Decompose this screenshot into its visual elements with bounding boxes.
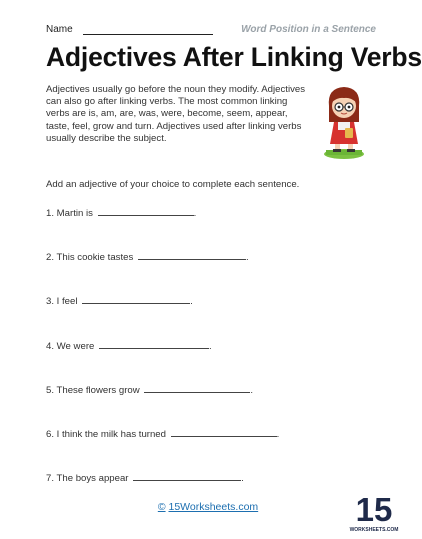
sentence-text: 2. This cookie tastes	[46, 252, 134, 263]
logo-number: 15	[355, 491, 393, 528]
sentence-text: 5. These flowers grow	[46, 385, 140, 396]
sentence-end: .	[190, 296, 193, 307]
sentence-text: 4. We were	[46, 341, 95, 352]
sentence-end: .	[250, 385, 254, 396]
sentence-end: .	[276, 429, 280, 440]
sentence-end: .	[241, 473, 244, 484]
answer-blank[interactable]	[98, 207, 194, 216]
name-row	[46, 24, 376, 38]
name-blank[interactable]	[83, 34, 213, 35]
name-label: Name	[46, 24, 73, 35]
sentence-item	[46, 207, 196, 219]
worksheet-subtitle: Word Position in a Sentence	[241, 24, 376, 35]
sentence-item	[46, 340, 212, 352]
logo-caption: WORKSHEETS.COM	[349, 527, 399, 533]
sentence-item	[46, 384, 253, 396]
copyright-symbol: ©	[157, 501, 166, 513]
sentence-text: 6. I think the milk has turned	[46, 429, 166, 440]
sentence-text: 3. I feel	[46, 296, 78, 307]
answer-blank[interactable]	[82, 295, 190, 304]
15worksheets-logo-icon	[349, 489, 399, 535]
sentence-end: .	[209, 341, 212, 352]
sentence-item	[46, 428, 279, 440]
sentence-end: .	[245, 252, 249, 263]
answer-blank[interactable]	[171, 428, 277, 437]
sentence-item	[46, 295, 193, 307]
worksheet-title: Adjectives After Linking Verbs	[46, 42, 422, 72]
instruction-text: Add an adjective of your choice to complete each sentence.	[46, 179, 300, 190]
sentence-text: 1. Martin is	[46, 208, 93, 219]
sentence-item	[46, 251, 249, 263]
sentence-text: 7. The boys appear	[46, 473, 129, 484]
intro-paragraph: Adjectives usually go before the noun they modify. Adjectives can also go after linking verbs. The most common linking verbs are is, am, are, was, were, become, seem, appear, taste, feel, grow and turn. Adjectives used after linking verbs usually describe the subject.	[46, 84, 306, 144]
answer-blank[interactable]	[144, 384, 250, 393]
answer-blank[interactable]	[99, 340, 209, 349]
girl-illustration-icon	[316, 82, 372, 160]
sentence-end: .	[193, 208, 197, 219]
answer-blank[interactable]	[133, 472, 241, 481]
sentence-item	[46, 472, 244, 484]
site-link[interactable]: 15Worksheets.com	[168, 501, 259, 513]
answer-blank[interactable]	[138, 251, 246, 260]
